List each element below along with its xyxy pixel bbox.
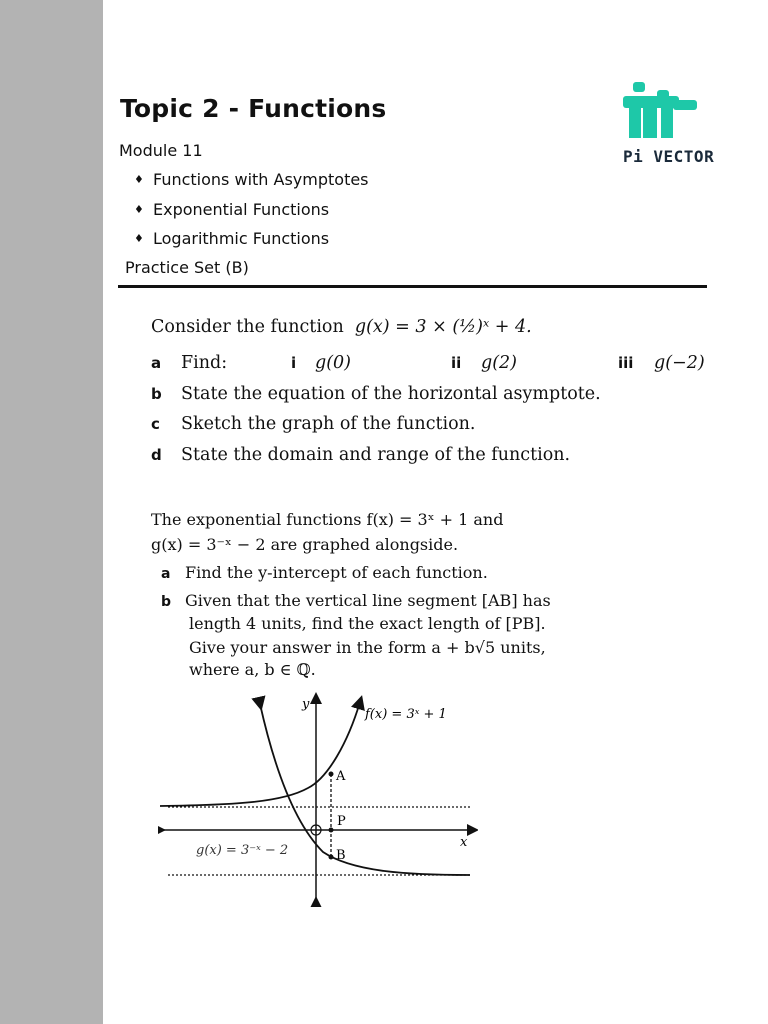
point-p-dot — [329, 828, 334, 833]
question1-intro: Consider the function g(x) = 3 × (½)ˣ + 4. — [151, 317, 532, 337]
practice-set-label: Practice Set (B) — [125, 258, 249, 277]
bullet-icon: ♦ — [134, 232, 144, 245]
topic-item: ♦ Logarithmic Functions — [134, 229, 330, 248]
bullet-icon: ♦ — [134, 173, 144, 186]
question2-line1: The exponential functions f(x) = 3ˣ + 1 and — [151, 510, 504, 529]
left-gray-margin — [0, 0, 103, 1024]
logo-text: Pi VECTOR — [623, 147, 715, 166]
exponential-graph — [158, 692, 478, 907]
question2-part-b-line2: length 4 units, find the exact length of [PB]. — [189, 614, 546, 633]
f-curve-label: f(x) = 3ˣ + 1 — [365, 707, 447, 722]
x-axis-label: x — [460, 835, 468, 850]
worksheet-page — [103, 0, 768, 1024]
point-b-label: B — [336, 848, 346, 863]
g-curve — [260, 704, 470, 875]
question2-line2: g(x) = 3⁻ˣ − 2 are graphed alongside. — [151, 535, 459, 554]
g-curve-label: g(x) = 3⁻ˣ − 2 — [196, 843, 289, 858]
question1-part-b: b State the equation of the horizontal asymptote. — [151, 384, 601, 404]
module-label: Module 11 — [119, 141, 203, 160]
point-a-label: A — [336, 769, 346, 784]
question2-part-a: a Find the y-intercept of each function. — [161, 563, 488, 582]
point-p-label: P — [337, 814, 346, 829]
question2-part-b: b Given that the vertical line segment [AB] has — [161, 591, 551, 610]
bullet-icon: ♦ — [134, 202, 144, 216]
y-axis-label: y — [302, 697, 310, 712]
question2-part-b-line3: Give your answer in the form a + b√5 units, — [189, 638, 546, 657]
question2-part-b-line4: where a, b ∈ ℚ. — [189, 660, 316, 679]
page-title: Topic 2 - Functions — [120, 94, 387, 123]
f-curve — [160, 702, 360, 806]
question1-part-a: a Find: i g(0) ii g(2) iii g(−2) — [151, 353, 705, 373]
question1-part-d: d State the domain and range of the function. — [151, 445, 571, 465]
question1-part-c: c Sketch the graph of the function. — [151, 414, 476, 434]
point-b-dot — [329, 855, 334, 860]
topic-item: ♦ Exponential Functions — [134, 199, 330, 219]
topic-list — [131, 169, 369, 258]
point-a-dot — [329, 772, 334, 777]
header-divider — [118, 285, 707, 288]
topic-item: ♦ Functions with Asymptotes — [134, 170, 369, 189]
